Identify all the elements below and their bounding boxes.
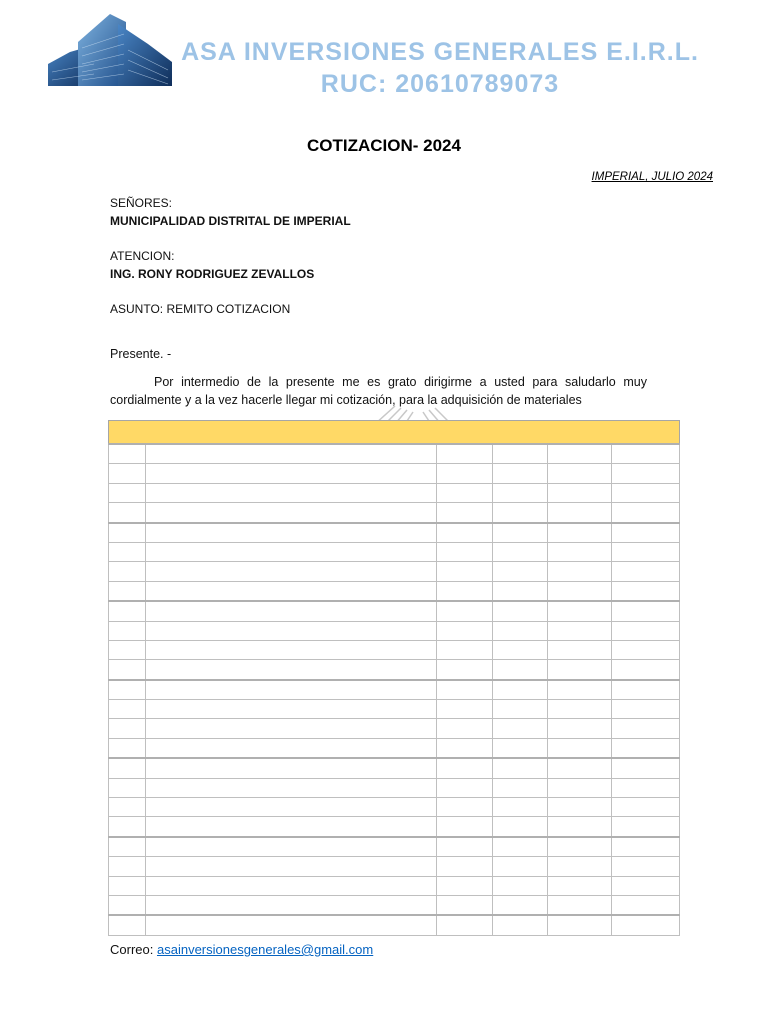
table-cell	[109, 798, 146, 817]
table-cell	[437, 444, 493, 464]
table-cell	[548, 700, 612, 719]
recipient-label: SEÑORES:	[110, 196, 173, 210]
table-cell	[146, 817, 437, 837]
building-logo	[48, 14, 172, 86]
table-cell	[109, 758, 146, 778]
table-cell	[109, 876, 146, 895]
table-cell	[146, 621, 437, 640]
table-cell	[437, 621, 493, 640]
table-row	[109, 738, 680, 758]
table-cell	[612, 581, 680, 601]
table-cell	[612, 778, 680, 797]
table-cell	[109, 857, 146, 876]
table-cell	[109, 444, 146, 464]
table-cell	[437, 640, 493, 659]
table-cell	[146, 640, 437, 659]
table-cell	[109, 640, 146, 659]
table-cell	[612, 562, 680, 581]
table-cell	[493, 719, 548, 738]
table-cell	[109, 738, 146, 758]
table-cell	[548, 444, 612, 464]
table-cell	[612, 523, 680, 543]
table-cell	[548, 483, 612, 502]
table-cell	[612, 601, 680, 621]
table-row	[109, 758, 680, 778]
table-cell	[109, 680, 146, 700]
table-cell	[612, 876, 680, 895]
table-cell	[548, 798, 612, 817]
table-row	[109, 621, 680, 640]
table-cell	[437, 680, 493, 700]
table-cell	[109, 464, 146, 483]
table-cell	[146, 562, 437, 581]
table-cell	[493, 778, 548, 797]
table-cell	[493, 660, 548, 680]
table-cell	[437, 738, 493, 758]
table-cell	[146, 601, 437, 621]
table-row	[109, 680, 680, 700]
table-cell	[437, 523, 493, 543]
table-row	[109, 464, 680, 483]
table-cell	[437, 700, 493, 719]
table-cell	[548, 738, 612, 758]
table-cell	[109, 601, 146, 621]
table-cell	[146, 719, 437, 738]
table-row	[109, 915, 680, 935]
table-row	[109, 876, 680, 895]
table-cell	[146, 915, 437, 935]
table-cell	[109, 523, 146, 543]
table-row	[109, 798, 680, 817]
table-cell	[493, 503, 548, 523]
table-row	[109, 660, 680, 680]
table-cell	[493, 680, 548, 700]
table-cell	[109, 621, 146, 640]
table-cell	[437, 758, 493, 778]
table-cell	[146, 464, 437, 483]
table-cell	[146, 542, 437, 561]
table-row	[109, 542, 680, 561]
table-cell	[612, 444, 680, 464]
attention-name: ING. RONY RODRIGUEZ ZEVALLOS	[110, 267, 315, 281]
table-row	[109, 640, 680, 659]
table-cell	[493, 915, 548, 935]
table-header-row	[109, 421, 680, 445]
table-cell	[109, 778, 146, 797]
table-cell	[437, 915, 493, 935]
table-cell	[548, 895, 612, 915]
table-cell	[612, 680, 680, 700]
table-cell	[548, 876, 612, 895]
table-cell	[437, 817, 493, 837]
table-cell	[548, 601, 612, 621]
table-cell	[612, 483, 680, 502]
table-cell	[493, 464, 548, 483]
table-cell	[146, 581, 437, 601]
table-cell	[109, 562, 146, 581]
table-cell	[548, 758, 612, 778]
table-cell	[146, 503, 437, 523]
table-cell	[437, 876, 493, 895]
table-cell	[109, 915, 146, 935]
table-cell	[493, 798, 548, 817]
table-cell	[146, 523, 437, 543]
attention-label: ATENCION:	[110, 249, 175, 263]
table-cell	[146, 444, 437, 464]
table-cell	[612, 758, 680, 778]
table-cell	[493, 483, 548, 502]
table-row	[109, 700, 680, 719]
table-cell	[548, 581, 612, 601]
table-cell	[437, 464, 493, 483]
table-cell	[548, 837, 612, 857]
document-title: COTIZACION- 2024	[307, 136, 461, 155]
table-cell	[146, 876, 437, 895]
table-cell	[612, 857, 680, 876]
table-cell	[493, 444, 548, 464]
table-cell	[548, 680, 612, 700]
table-cell	[548, 778, 612, 797]
table-cell	[493, 601, 548, 621]
table-cell	[437, 562, 493, 581]
company-name: ASA INVERSIONES GENERALES E.I.R.L.	[181, 38, 699, 66]
table-cell	[109, 837, 146, 857]
table-cell	[437, 895, 493, 915]
table-cell	[612, 798, 680, 817]
table-cell	[548, 621, 612, 640]
table-cell	[612, 542, 680, 561]
table-cell	[612, 895, 680, 915]
table-cell	[548, 562, 612, 581]
table-row	[109, 523, 680, 543]
table-cell	[612, 837, 680, 857]
table-cell	[109, 700, 146, 719]
table-cell	[493, 542, 548, 561]
table-cell	[146, 857, 437, 876]
table-cell	[493, 758, 548, 778]
table-cell	[109, 581, 146, 601]
table-cell	[548, 523, 612, 543]
table-cell	[146, 895, 437, 915]
table-cell	[548, 640, 612, 659]
date-line: IMPERIAL, JULIO 2024	[591, 171, 713, 183]
quotation-table-body	[109, 421, 680, 936]
table-cell	[146, 798, 437, 817]
table-cell	[437, 581, 493, 601]
table-cell	[437, 542, 493, 561]
table-row	[109, 719, 680, 738]
table-cell	[548, 542, 612, 561]
greeting: Presente. -	[110, 347, 172, 361]
table-cell	[109, 542, 146, 561]
table-cell	[493, 837, 548, 857]
table-cell	[437, 483, 493, 502]
table-row	[109, 857, 680, 876]
table-cell	[493, 581, 548, 601]
table-row	[109, 503, 680, 523]
table-header-cell	[109, 421, 680, 445]
table-cell	[612, 660, 680, 680]
table-cell	[612, 640, 680, 659]
table-cell	[612, 738, 680, 758]
table-cell	[493, 895, 548, 915]
table-cell	[437, 719, 493, 738]
table-row	[109, 778, 680, 797]
table-cell	[493, 700, 548, 719]
table-row	[109, 817, 680, 837]
table-row	[109, 837, 680, 857]
table-cell	[109, 483, 146, 502]
table-cell	[146, 700, 437, 719]
table-cell	[612, 700, 680, 719]
table-cell	[437, 778, 493, 797]
table-cell	[146, 660, 437, 680]
table-cell	[109, 817, 146, 837]
table-cell	[612, 464, 680, 483]
table-cell	[612, 817, 680, 837]
table-cell	[548, 464, 612, 483]
table-cell	[493, 738, 548, 758]
table-row	[109, 895, 680, 915]
subject-line: ASUNTO: REMITO COTIZACION	[110, 302, 291, 316]
table-cell	[612, 503, 680, 523]
table-cell	[437, 798, 493, 817]
table-cell	[493, 640, 548, 659]
table-cell	[437, 601, 493, 621]
table-cell	[146, 837, 437, 857]
table-cell	[548, 915, 612, 935]
table-cell	[437, 660, 493, 680]
email-label: Correo:	[110, 942, 154, 957]
table-row	[109, 483, 680, 502]
table-cell	[548, 660, 612, 680]
table-cell	[109, 719, 146, 738]
email-link[interactable]: asainversionesgenerales@gmail.com	[156, 942, 374, 957]
table-cell	[109, 895, 146, 915]
table-cell	[109, 660, 146, 680]
table-cell	[493, 876, 548, 895]
table-row	[109, 581, 680, 601]
table-cell	[437, 503, 493, 523]
table-cell	[493, 562, 548, 581]
table-row	[109, 562, 680, 581]
table-cell	[548, 719, 612, 738]
table-cell	[146, 680, 437, 700]
email-line	[110, 942, 373, 957]
table-row	[109, 601, 680, 621]
table-cell	[437, 857, 493, 876]
table-cell	[548, 857, 612, 876]
table-cell	[493, 817, 548, 837]
table-cell	[437, 837, 493, 857]
table-cell	[548, 503, 612, 523]
quotation-table	[108, 420, 680, 936]
body-text: Por intermedio de la presente me es grato dirigirme a usted para saludarlo muy cordialmente y a la vez hacerle llegar mi cotización, para la adquisición de materiales	[110, 375, 647, 407]
table-cell	[612, 621, 680, 640]
table-cell	[146, 758, 437, 778]
recipient-name: MUNICIPALIDAD DISTRITAL DE IMPERIAL	[110, 214, 351, 228]
table-cell	[146, 483, 437, 502]
table-cell	[493, 621, 548, 640]
company-ruc: RUC: 20610789073	[320, 70, 560, 98]
table-cell	[548, 817, 612, 837]
table-cell	[493, 523, 548, 543]
table-cell	[612, 719, 680, 738]
table-cell	[493, 857, 548, 876]
table-cell	[146, 778, 437, 797]
table-cell	[109, 503, 146, 523]
table-cell	[146, 738, 437, 758]
table-row	[109, 444, 680, 464]
table-cell	[612, 915, 680, 935]
